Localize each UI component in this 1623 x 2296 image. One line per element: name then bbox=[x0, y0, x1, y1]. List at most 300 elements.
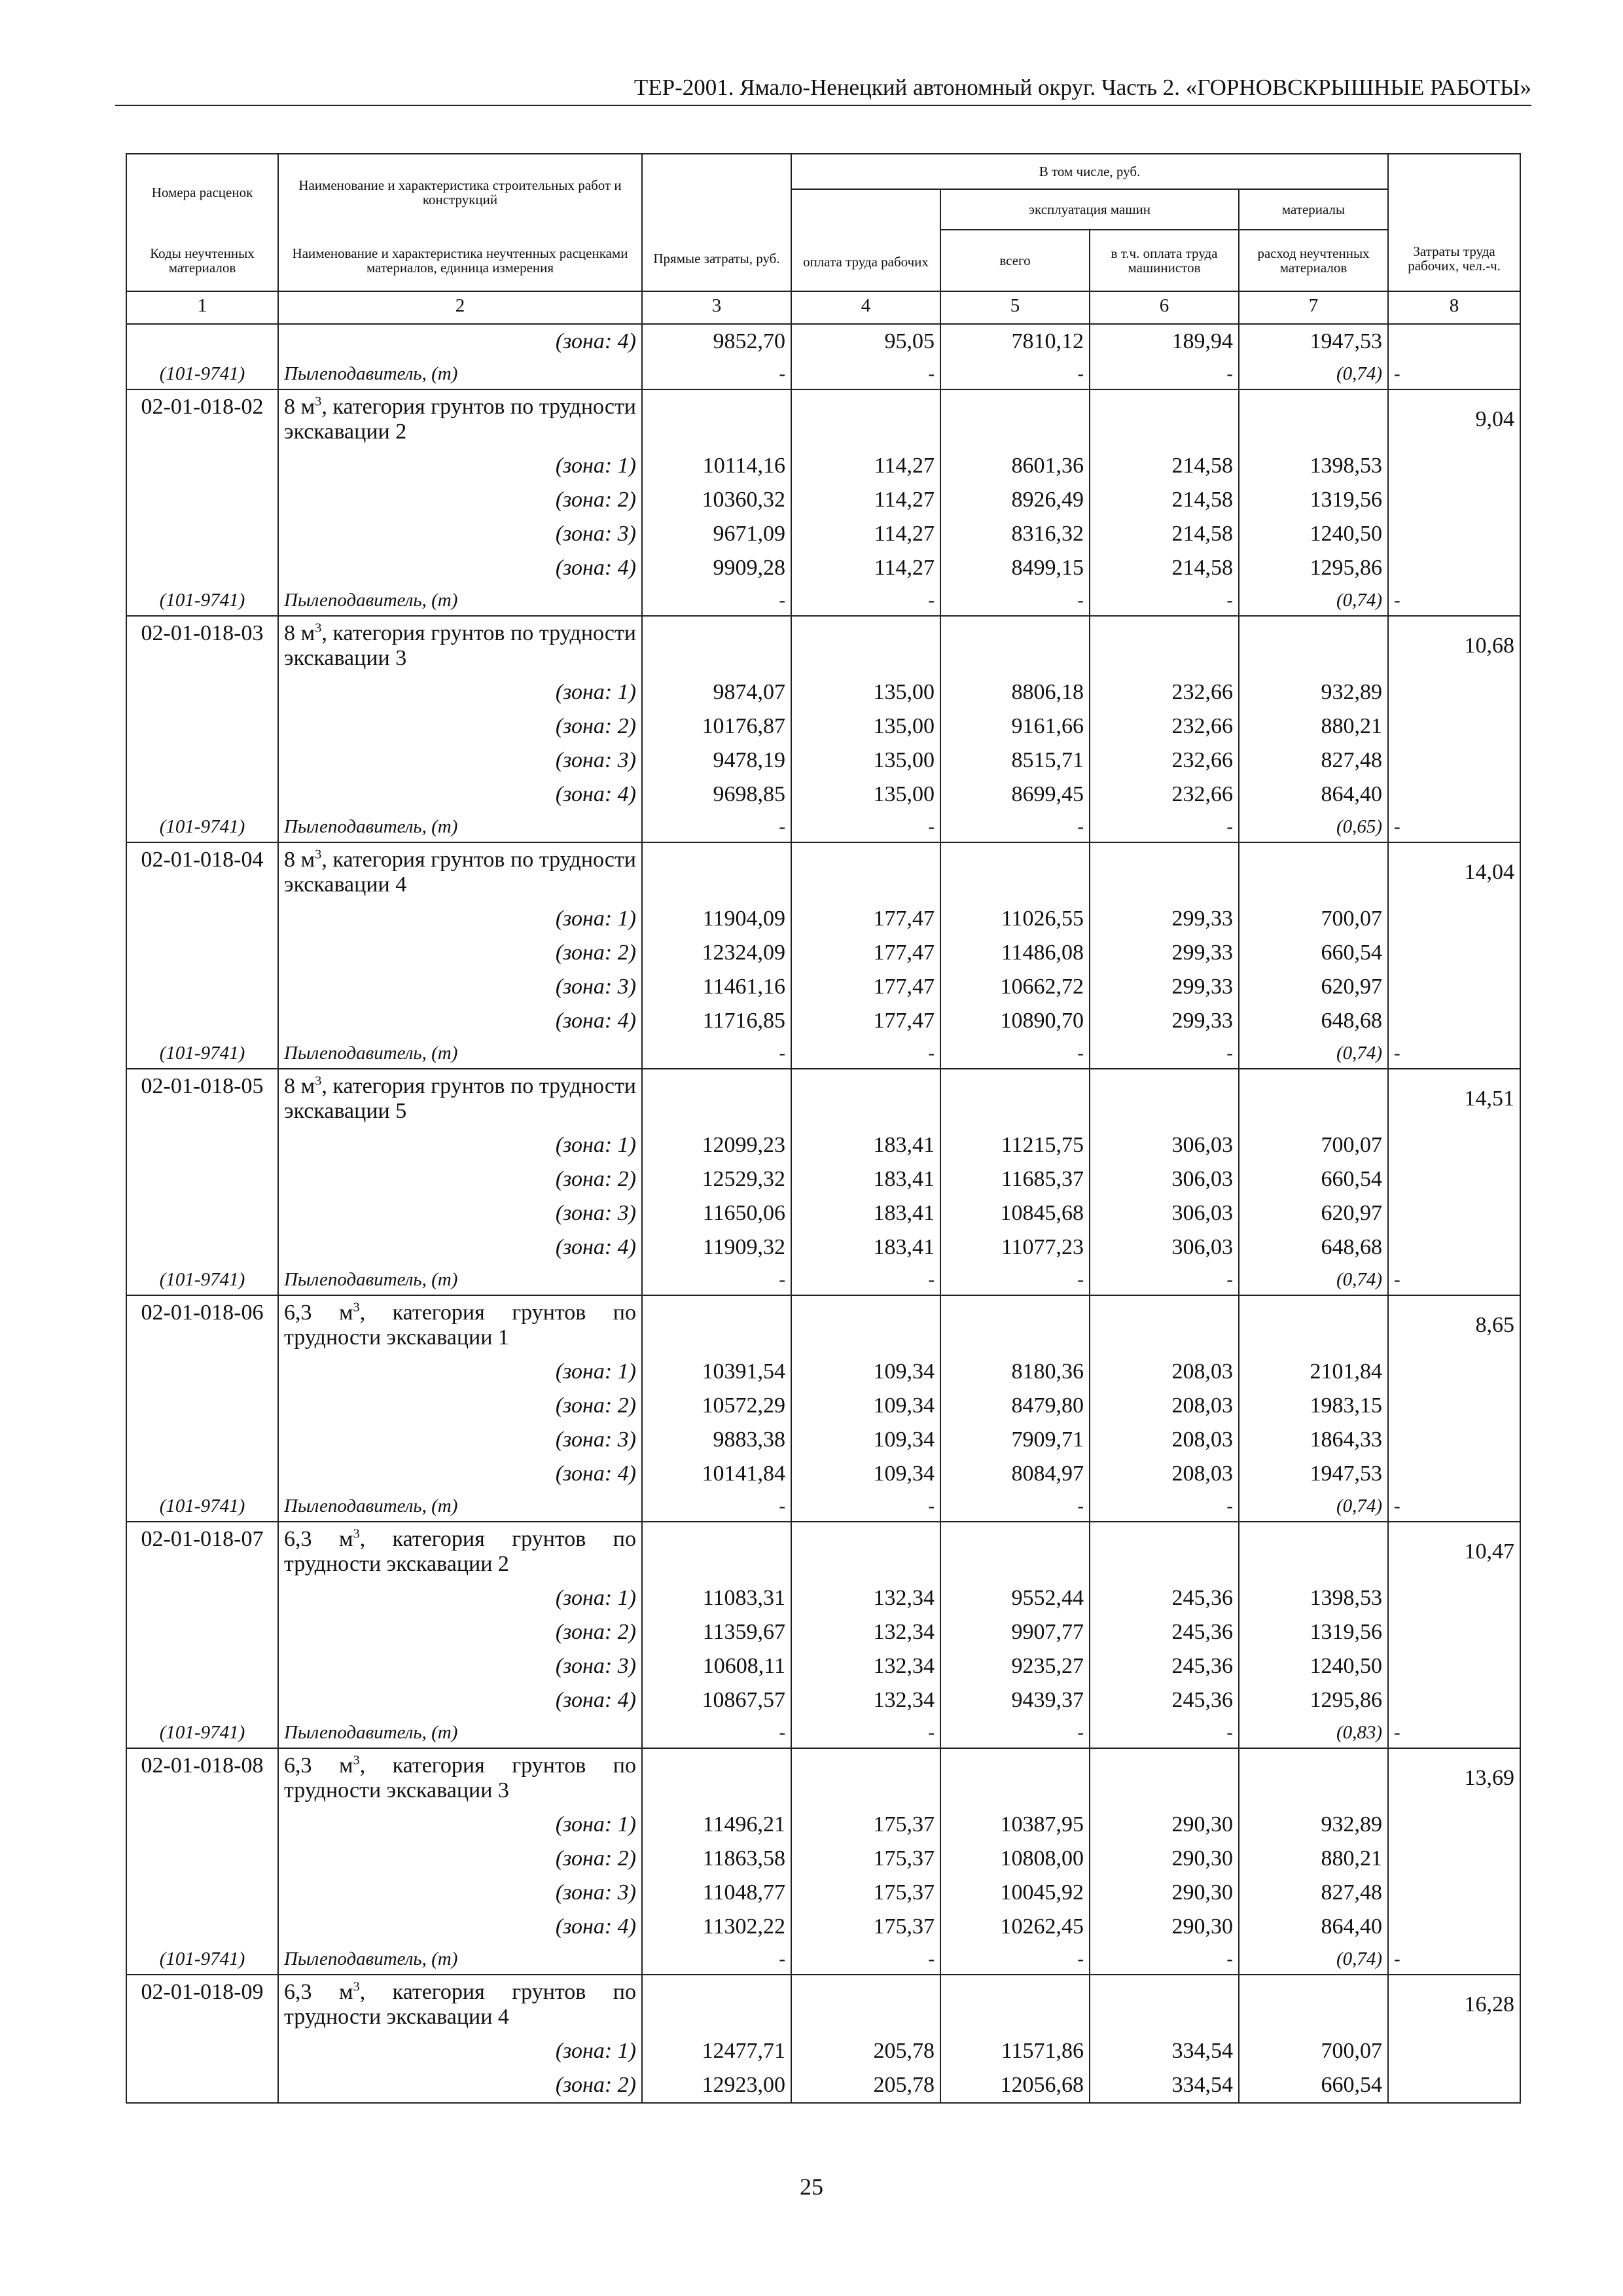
operators-pay-value: 245,36 bbox=[1090, 1581, 1239, 1615]
empty-cell bbox=[1239, 842, 1388, 902]
material-operators-dash: - bbox=[1090, 1265, 1239, 1295]
labor-pay-value: 183,41 bbox=[791, 1162, 940, 1196]
materials-value: 827,48 bbox=[1239, 744, 1388, 778]
zone-row bbox=[126, 709, 1520, 744]
column-number: 6 bbox=[1090, 291, 1239, 324]
labor-hours-value: 10,47 bbox=[1388, 1522, 1520, 1581]
cubic-superscript: 3 bbox=[315, 1073, 322, 1088]
empty-cell bbox=[126, 675, 278, 709]
description-text: , категория грунтов по трудности экскавации 5 bbox=[284, 1074, 637, 1123]
zone-row bbox=[126, 1230, 1520, 1265]
cubic-superscript: 3 bbox=[353, 1753, 360, 1768]
machines-total-value: 9439,37 bbox=[940, 1683, 1090, 1717]
materials-value: 932,89 bbox=[1239, 675, 1388, 709]
cubic-superscript: 3 bbox=[353, 1300, 360, 1315]
zone-label: (зона: 1) bbox=[278, 1128, 642, 1162]
zone-row bbox=[126, 517, 1520, 551]
empty-cell bbox=[1388, 1457, 1520, 1491]
zone-label: (зона: 1) bbox=[278, 675, 642, 709]
material-machines-dash: - bbox=[940, 359, 1090, 389]
empty-cell bbox=[1239, 1069, 1388, 1128]
zone-label: (зона: 1) bbox=[278, 449, 642, 483]
direct-costs-value: 11496,21 bbox=[642, 1808, 791, 1842]
material-code: (101-9741) bbox=[126, 359, 278, 389]
description-text: , категория грунтов по трудности экскавации 3 bbox=[284, 621, 637, 670]
materials-value: 1295,86 bbox=[1239, 1683, 1388, 1717]
zone-label: (зона: 1) bbox=[278, 2034, 642, 2068]
zone-row bbox=[126, 1196, 1520, 1230]
empty-cell bbox=[940, 1295, 1090, 1355]
empty-cell bbox=[1090, 1295, 1239, 1355]
machines-total-value: 11077,23 bbox=[940, 1230, 1090, 1265]
rate-row bbox=[126, 842, 1520, 902]
empty-cell bbox=[1388, 1389, 1520, 1423]
material-labor-dash: - bbox=[1388, 1944, 1520, 1975]
column-number: 4 bbox=[791, 291, 940, 324]
material-operators-dash: - bbox=[1090, 1038, 1239, 1069]
column-number: 3 bbox=[642, 291, 791, 324]
empty-cell bbox=[126, 1457, 278, 1491]
cubic-superscript: 3 bbox=[353, 1979, 360, 1994]
material-labor-dash: - bbox=[791, 1944, 940, 1975]
labor-pay-value: 114,27 bbox=[791, 483, 940, 517]
materials-value: 864,40 bbox=[1239, 1910, 1388, 1944]
column-number: 8 bbox=[1388, 291, 1520, 324]
material-usage: (0,74) bbox=[1239, 1038, 1388, 1069]
page-number: 25 bbox=[800, 2174, 823, 2200]
empty-cell bbox=[642, 1295, 791, 1355]
empty-cell bbox=[126, 970, 278, 1004]
empty-cell bbox=[1388, 324, 1520, 359]
material-labor-dash: - bbox=[1388, 1491, 1520, 1522]
zone-label: (зона: 2) bbox=[278, 1615, 642, 1649]
material-row bbox=[126, 1265, 1520, 1295]
empty-cell bbox=[1388, 1808, 1520, 1842]
operators-pay-value: 232,66 bbox=[1090, 709, 1239, 744]
labor-pay-value: 135,00 bbox=[791, 744, 940, 778]
rate-description bbox=[278, 389, 642, 449]
direct-costs-value: 11083,31 bbox=[642, 1581, 791, 1615]
zone-label: (зона: 4) bbox=[278, 1457, 642, 1491]
zone-label: (зона: 1) bbox=[278, 1355, 642, 1389]
empty-cell bbox=[1388, 1423, 1520, 1457]
empty-cell bbox=[1090, 1975, 1239, 2034]
machines-total-value: 8499,15 bbox=[940, 551, 1090, 585]
empty-cell bbox=[1388, 744, 1520, 778]
empty-cell bbox=[126, 1581, 278, 1615]
rate-code: 02-01-018-02 bbox=[126, 389, 278, 449]
labor-pay-value: 109,34 bbox=[791, 1355, 940, 1389]
labor-pay-value: 183,41 bbox=[791, 1230, 940, 1265]
zone-label: (зона: 2) bbox=[278, 1162, 642, 1196]
material-name: Пылеподавитель, (т) bbox=[278, 585, 642, 616]
empty-cell bbox=[642, 1522, 791, 1581]
materials-value: 1240,50 bbox=[1239, 517, 1388, 551]
zone-row bbox=[126, 1457, 1520, 1491]
labor-pay-value: 109,34 bbox=[791, 1423, 940, 1457]
empty-cell bbox=[126, 551, 278, 585]
labor-pay-value: 109,34 bbox=[791, 1389, 940, 1423]
zone-label: (зона: 3) bbox=[278, 1649, 642, 1683]
material-direct-dash: - bbox=[642, 812, 791, 842]
material-usage: (0,74) bbox=[1239, 359, 1388, 389]
operators-pay-value: 214,58 bbox=[1090, 517, 1239, 551]
zone-row bbox=[126, 778, 1520, 812]
rate-code: 02-01-018-05 bbox=[126, 1069, 278, 1128]
labor-pay-value: 175,37 bbox=[791, 1842, 940, 1876]
empty-cell bbox=[1388, 970, 1520, 1004]
direct-costs-value: 9698,85 bbox=[642, 778, 791, 812]
rates-table bbox=[126, 153, 1521, 2104]
zone-row bbox=[126, 1162, 1520, 1196]
labor-pay-value: 114,27 bbox=[791, 449, 940, 483]
material-direct-dash: - bbox=[642, 1491, 791, 1522]
direct-costs-value: 11461,16 bbox=[642, 970, 791, 1004]
zone-row bbox=[126, 2068, 1520, 2103]
rate-row bbox=[126, 1295, 1520, 1355]
materials-value: 660,54 bbox=[1239, 1162, 1388, 1196]
empty-cell bbox=[126, 1808, 278, 1842]
zone-row bbox=[126, 970, 1520, 1004]
labor-pay-value: 132,34 bbox=[791, 1615, 940, 1649]
rate-row bbox=[126, 1522, 1520, 1581]
empty-cell bbox=[642, 616, 791, 675]
empty-cell bbox=[940, 1069, 1090, 1128]
labor-hours-value: 16,28 bbox=[1388, 1975, 1520, 2034]
zone-row bbox=[126, 902, 1520, 936]
rate-description bbox=[278, 616, 642, 675]
direct-costs-value: 12324,09 bbox=[642, 936, 791, 970]
labor-pay-value: 132,34 bbox=[791, 1581, 940, 1615]
direct-costs-value: 11048,77 bbox=[642, 1876, 791, 1910]
empty-cell bbox=[126, 1910, 278, 1944]
machines-total-value: 9907,77 bbox=[940, 1615, 1090, 1649]
empty-cell bbox=[126, 1683, 278, 1717]
empty-cell bbox=[642, 1069, 791, 1128]
labor-pay-value: 205,78 bbox=[791, 2068, 940, 2103]
labor-pay-value: 177,47 bbox=[791, 902, 940, 936]
material-direct-dash: - bbox=[642, 1717, 791, 1748]
rate-description bbox=[278, 842, 642, 902]
zone-label: (зона: 4) bbox=[278, 1230, 642, 1265]
materials-value: 1240,50 bbox=[1239, 1649, 1388, 1683]
empty-cell bbox=[126, 483, 278, 517]
zone-row bbox=[126, 1876, 1520, 1910]
labor-hours-value: 14,04 bbox=[1388, 842, 1520, 902]
empty-cell bbox=[791, 389, 940, 449]
direct-costs-value: 11359,67 bbox=[642, 1615, 791, 1649]
labor-pay-value: 132,34 bbox=[791, 1649, 940, 1683]
machines-total-value: 8515,71 bbox=[940, 744, 1090, 778]
cubic-superscript: 3 bbox=[315, 620, 322, 636]
empty-cell bbox=[1090, 842, 1239, 902]
direct-costs-value: 9478,19 bbox=[642, 744, 791, 778]
rate-code: 02-01-018-08 bbox=[126, 1748, 278, 1808]
machines-total-value: 10262,45 bbox=[940, 1910, 1090, 1944]
zone-label: (зона: 1) bbox=[278, 1581, 642, 1615]
materials-value: 620,97 bbox=[1239, 970, 1388, 1004]
direct-costs-value: 10176,87 bbox=[642, 709, 791, 744]
cubic-superscript: 3 bbox=[353, 1526, 360, 1541]
header-machines-total: всего bbox=[940, 230, 1090, 291]
header-operators-pay: в т.ч. оплата труда машинистов bbox=[1090, 230, 1239, 291]
material-machines-dash: - bbox=[940, 1265, 1090, 1295]
operators-pay-value: 290,30 bbox=[1090, 1808, 1239, 1842]
empty-cell bbox=[126, 709, 278, 744]
empty-cell bbox=[791, 1069, 940, 1128]
material-row bbox=[126, 1491, 1520, 1522]
description-text: 8 м bbox=[284, 621, 315, 645]
description-text: 6,3 м bbox=[284, 1753, 353, 1778]
zone-row bbox=[126, 1389, 1520, 1423]
empty-cell bbox=[1388, 1128, 1520, 1162]
empty-cell bbox=[1239, 1295, 1388, 1355]
rate-code: 02-01-018-07 bbox=[126, 1522, 278, 1581]
cubic-superscript: 3 bbox=[315, 394, 322, 409]
zone-row bbox=[126, 1004, 1520, 1038]
empty-cell bbox=[1090, 1069, 1239, 1128]
zone-row bbox=[126, 1128, 1520, 1162]
labor-pay-value: 132,34 bbox=[791, 1683, 940, 1717]
empty-cell bbox=[126, 517, 278, 551]
empty-cell bbox=[791, 842, 940, 902]
empty-cell bbox=[126, 1128, 278, 1162]
column-number: 1 bbox=[126, 291, 278, 324]
empty-cell bbox=[1239, 1748, 1388, 1808]
materials-value: 648,68 bbox=[1239, 1230, 1388, 1265]
zone-label: (зона: 3) bbox=[278, 1423, 642, 1457]
machines-total-value: 11026,55 bbox=[940, 902, 1090, 936]
empty-cell bbox=[940, 1522, 1090, 1581]
empty-cell bbox=[642, 1748, 791, 1808]
rate-row bbox=[126, 1975, 1520, 2034]
rate-description bbox=[278, 1975, 642, 2034]
operators-pay-value: 208,03 bbox=[1090, 1423, 1239, 1457]
description-text: , категория грунтов по трудности экскавации 1 bbox=[284, 1300, 637, 1350]
empty-cell bbox=[1388, 2034, 1520, 2068]
operators-pay-value: 245,36 bbox=[1090, 1649, 1239, 1683]
operators-pay-value: 214,58 bbox=[1090, 449, 1239, 483]
description-text: , категория грунтов по трудности экскавации 3 bbox=[284, 1753, 637, 1803]
direct-costs-value: 9852,70 bbox=[642, 324, 791, 359]
empty-cell bbox=[126, 324, 278, 359]
header-machines: эксплуатация машин bbox=[940, 189, 1239, 230]
rate-code: 02-01-018-04 bbox=[126, 842, 278, 902]
description-text: 6,3 м bbox=[284, 1300, 353, 1325]
direct-costs-value: 12923,00 bbox=[642, 2068, 791, 2103]
zone-label: (зона: 2) bbox=[278, 709, 642, 744]
header-direct-costs: Прямые затраты, руб. bbox=[642, 154, 791, 291]
empty-cell bbox=[1239, 389, 1388, 449]
description-text: 8 м bbox=[284, 1074, 315, 1098]
description-text: 8 м bbox=[284, 848, 315, 872]
column-number: 7 bbox=[1239, 291, 1388, 324]
empty-cell bbox=[1239, 1522, 1388, 1581]
zone-label: (зона: 3) bbox=[278, 1196, 642, 1230]
machines-total-value: 8699,45 bbox=[940, 778, 1090, 812]
empty-cell bbox=[1388, 1581, 1520, 1615]
operators-pay-value: 232,66 bbox=[1090, 778, 1239, 812]
zone-row bbox=[126, 936, 1520, 970]
material-labor-dash: - bbox=[791, 359, 940, 389]
zone-label: (зона: 3) bbox=[278, 744, 642, 778]
zone-label: (зона: 2) bbox=[278, 483, 642, 517]
header-including: В том числе, руб. bbox=[791, 154, 1388, 189]
empty-cell bbox=[1388, 1162, 1520, 1196]
direct-costs-value: 11863,58 bbox=[642, 1842, 791, 1876]
empty-cell bbox=[126, 449, 278, 483]
column-numbers-row bbox=[126, 291, 1520, 324]
empty-cell bbox=[1388, 778, 1520, 812]
operators-pay-value: 334,54 bbox=[1090, 2068, 1239, 2103]
rate-code: 02-01-018-09 bbox=[126, 1975, 278, 2034]
empty-cell bbox=[642, 1975, 791, 2034]
empty-cell bbox=[126, 1842, 278, 1876]
direct-costs-value: 12529,32 bbox=[642, 1162, 791, 1196]
direct-costs-value: 9909,28 bbox=[642, 551, 791, 585]
zone-label: (зона: 4) bbox=[278, 1910, 642, 1944]
header-labor-pay: оплата труда рабочих bbox=[791, 189, 940, 291]
empty-cell bbox=[940, 616, 1090, 675]
machines-total-value: 8926,49 bbox=[940, 483, 1090, 517]
empty-cell bbox=[1090, 1522, 1239, 1581]
zone-row bbox=[126, 449, 1520, 483]
labor-pay-value: 175,37 bbox=[791, 1808, 940, 1842]
empty-cell bbox=[1239, 1975, 1388, 2034]
materials-value: 1319,56 bbox=[1239, 1615, 1388, 1649]
materials-value: 648,68 bbox=[1239, 1004, 1388, 1038]
labor-pay-value: 183,41 bbox=[791, 1196, 940, 1230]
material-labor-dash: - bbox=[1388, 585, 1520, 616]
page-header: ТЕР-2001. Ямало-Ненецкий автономный округ. Часть 2. «ГОРНОВСКРЫШНЫЕ РАБОТЫ» bbox=[633, 75, 1531, 100]
zone-label: (зона: 4) bbox=[278, 1004, 642, 1038]
operators-pay-value: 306,03 bbox=[1090, 1162, 1239, 1196]
material-machines-dash: - bbox=[940, 1038, 1090, 1069]
material-machines-dash: - bbox=[940, 812, 1090, 842]
material-direct-dash: - bbox=[642, 1265, 791, 1295]
direct-costs-value: 10360,32 bbox=[642, 483, 791, 517]
labor-pay-value: 177,47 bbox=[791, 970, 940, 1004]
material-labor-dash: - bbox=[1388, 1038, 1520, 1069]
empty-cell bbox=[1388, 2068, 1520, 2103]
empty-cell bbox=[1388, 1004, 1520, 1038]
labor-pay-value: 177,47 bbox=[791, 936, 940, 970]
zone-row bbox=[126, 1581, 1520, 1615]
material-code: (101-9741) bbox=[126, 1717, 278, 1748]
header-labor-hours: Затраты труда рабочих, чел.-ч. bbox=[1388, 154, 1520, 291]
rate-description bbox=[278, 1748, 642, 1808]
labor-pay-value: 95,05 bbox=[791, 324, 940, 359]
direct-costs-value: 10572,29 bbox=[642, 1389, 791, 1423]
material-labor-dash: - bbox=[791, 1265, 940, 1295]
empty-cell bbox=[940, 389, 1090, 449]
operators-pay-value: 334,54 bbox=[1090, 2034, 1239, 2068]
machines-total-value: 8180,36 bbox=[940, 1355, 1090, 1389]
empty-cell bbox=[1388, 1615, 1520, 1649]
empty-cell bbox=[126, 1649, 278, 1683]
materials-value: 1983,15 bbox=[1239, 1389, 1388, 1423]
zone-row bbox=[126, 1649, 1520, 1683]
direct-costs-value: 11650,06 bbox=[642, 1196, 791, 1230]
empty-cell bbox=[940, 842, 1090, 902]
empty-cell bbox=[1239, 616, 1388, 675]
empty-cell bbox=[1388, 936, 1520, 970]
material-operators-dash: - bbox=[1090, 812, 1239, 842]
material-name: Пылеподавитель, (т) bbox=[278, 812, 642, 842]
operators-pay-value: 208,03 bbox=[1090, 1389, 1239, 1423]
material-name: Пылеподавитель, (т) bbox=[278, 1491, 642, 1522]
operators-pay-value: 290,30 bbox=[1090, 1876, 1239, 1910]
labor-pay-value: 183,41 bbox=[791, 1128, 940, 1162]
materials-value: 1319,56 bbox=[1239, 483, 1388, 517]
empty-cell bbox=[1388, 483, 1520, 517]
material-direct-dash: - bbox=[642, 1038, 791, 1069]
operators-pay-value: 290,30 bbox=[1090, 1842, 1239, 1876]
direct-costs-value: 12099,23 bbox=[642, 1128, 791, 1162]
labor-pay-value: 205,78 bbox=[791, 2034, 940, 2068]
zone-row bbox=[126, 675, 1520, 709]
empty-cell bbox=[1090, 1748, 1239, 1808]
machines-total-value: 10045,92 bbox=[940, 1876, 1090, 1910]
labor-pay-value: 114,27 bbox=[791, 517, 940, 551]
labor-pay-value: 175,37 bbox=[791, 1876, 940, 1910]
material-labor-dash: - bbox=[791, 1038, 940, 1069]
empty-cell bbox=[1090, 616, 1239, 675]
empty-cell bbox=[1388, 709, 1520, 744]
machines-total-value: 7909,71 bbox=[940, 1423, 1090, 1457]
machines-total-value: 8316,32 bbox=[940, 517, 1090, 551]
header-rate-number: Номера расценок bbox=[126, 154, 278, 230]
empty-cell bbox=[642, 389, 791, 449]
materials-value: 1947,53 bbox=[1239, 1457, 1388, 1491]
empty-cell bbox=[642, 842, 791, 902]
material-labor-dash: - bbox=[1388, 812, 1520, 842]
operators-pay-value: 290,30 bbox=[1090, 1910, 1239, 1944]
operators-pay-value: 299,33 bbox=[1090, 970, 1239, 1004]
operators-pay-value: 189,94 bbox=[1090, 324, 1239, 359]
description-text: 8 м bbox=[284, 395, 315, 419]
material-usage: (0,74) bbox=[1239, 1265, 1388, 1295]
material-operators-dash: - bbox=[1090, 1717, 1239, 1748]
operators-pay-value: 208,03 bbox=[1090, 1457, 1239, 1491]
material-code: (101-9741) bbox=[126, 1038, 278, 1069]
labor-pay-value: 135,00 bbox=[791, 709, 940, 744]
labor-pay-value: 175,37 bbox=[791, 1910, 940, 1944]
operators-pay-value: 299,33 bbox=[1090, 936, 1239, 970]
materials-value: 827,48 bbox=[1239, 1876, 1388, 1910]
materials-value: 2101,84 bbox=[1239, 1355, 1388, 1389]
material-direct-dash: - bbox=[642, 1944, 791, 1975]
material-labor-dash: - bbox=[791, 1717, 940, 1748]
operators-pay-value: 214,58 bbox=[1090, 551, 1239, 585]
zone-row bbox=[126, 551, 1520, 585]
machines-total-value: 12056,68 bbox=[940, 2068, 1090, 2103]
materials-value: 1398,53 bbox=[1239, 1581, 1388, 1615]
zone-row bbox=[126, 1355, 1520, 1389]
machines-total-value: 10808,00 bbox=[940, 1842, 1090, 1876]
header-rule bbox=[115, 105, 1531, 106]
zone-label: (зона: 4) bbox=[278, 551, 642, 585]
column-number: 5 bbox=[940, 291, 1090, 324]
direct-costs-value: 12477,71 bbox=[642, 2034, 791, 2068]
operators-pay-value: 214,58 bbox=[1090, 483, 1239, 517]
rate-description bbox=[278, 1069, 642, 1128]
header-work-name: Наименование и характеристика строительных работ и конструкций bbox=[278, 154, 642, 230]
material-usage: (0,83) bbox=[1239, 1717, 1388, 1748]
empty-cell bbox=[1388, 675, 1520, 709]
empty-cell bbox=[1388, 1842, 1520, 1876]
material-operators-dash: - bbox=[1090, 585, 1239, 616]
